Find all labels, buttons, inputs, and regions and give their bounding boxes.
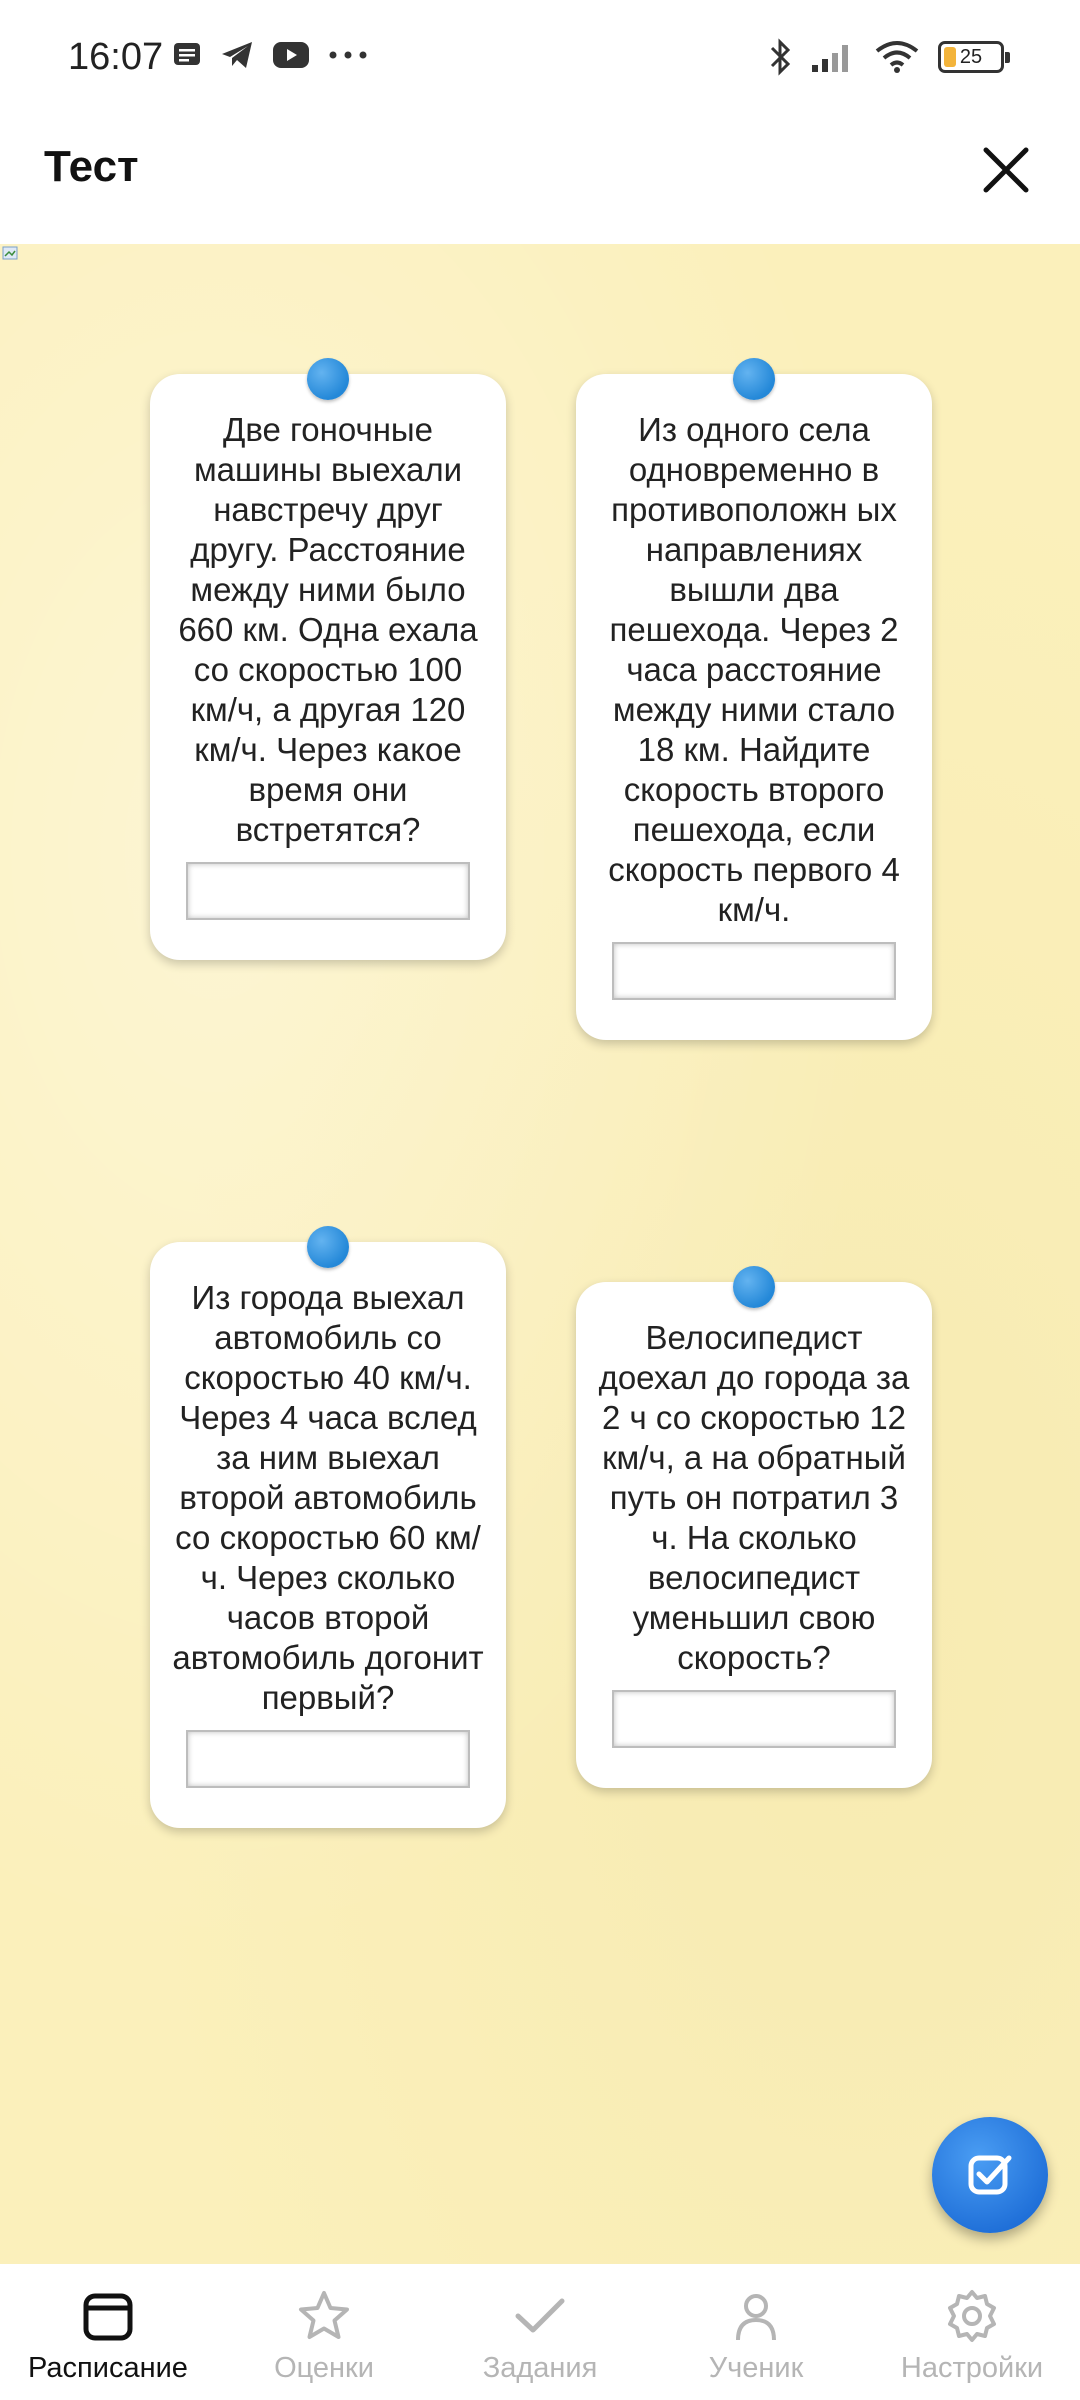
broken-image-icon: [2, 246, 20, 262]
pin-icon: [307, 1226, 349, 1268]
wifi-icon: [874, 40, 920, 74]
battery-icon: [938, 41, 1004, 73]
calendar-icon: [80, 2288, 136, 2344]
gear-icon: [944, 2288, 1000, 2344]
pin-icon: [307, 358, 349, 400]
nav-label: Настройки: [900, 2352, 1044, 2384]
nav-item-schedule[interactable]: [0, 2264, 216, 2400]
close-icon[interactable]: [976, 140, 1036, 200]
question-card-2: [576, 374, 932, 1040]
question-card-4: [576, 1282, 932, 1788]
person-icon: [728, 2288, 784, 2344]
nav-item-student[interactable]: [648, 2264, 864, 2400]
question-card-3: [150, 1242, 506, 1828]
telegram-icon: [220, 40, 254, 70]
youtube-icon: [272, 41, 310, 69]
bluetooth-icon: [768, 38, 792, 76]
pin-icon: [733, 1266, 775, 1308]
nav-item-grades[interactable]: [216, 2264, 432, 2400]
app-header: [0, 118, 1080, 244]
answer-input[interactable]: [186, 862, 470, 920]
answer-input[interactable]: [612, 1690, 896, 1748]
nav-item-tasks[interactable]: [432, 2264, 648, 2400]
notification-icon: [172, 41, 202, 69]
submit-fab-button[interactable]: [932, 2117, 1048, 2233]
question-text: Велосипедист доехал до города за 2 ч со скоростью 12 км/ч, а на обратный путь он потратил 3 ч. На сколько велосипедист уменьшил свою скорость?: [598, 1319, 910, 1676]
nav-label: Оценки: [274, 2352, 374, 2384]
status-time: 16:07: [68, 36, 164, 78]
status-left-icons: [172, 40, 368, 70]
pin-icon: [733, 358, 775, 400]
check-icon: [512, 2288, 568, 2344]
answer-input[interactable]: [612, 942, 896, 1000]
bottom-nav: [0, 2264, 1080, 2400]
check-square-icon: [965, 2150, 1015, 2200]
question-text: Из города выехал автомобиль со скоростью 40 км/ч. Через 4 часа вслед за ним выехал второй автомобиль со скоростью 60 км/ч. Через сколько часов второй автомобиль догонит первый?: [172, 1279, 484, 1716]
star-icon: [296, 2288, 352, 2344]
nav-label: Задания: [482, 2352, 598, 2384]
battery-level: 25: [959, 45, 983, 68]
status-bar: [0, 0, 1080, 118]
nav-label: Ученик: [708, 2352, 804, 2384]
signal-icon: [810, 41, 856, 73]
question-text: Две гоночные машины выехали навстречу друг другу. Расстояние между ними было 660 км. Одна ехала со скоростью 100 км/ч, а другая 120 км/ч. Через какое время они встретятся?: [178, 411, 478, 848]
nav-label: Расписание: [28, 2352, 188, 2384]
nav-item-settings[interactable]: [864, 2264, 1080, 2400]
question-card-1: [150, 374, 506, 960]
status-right-icons: [768, 38, 1004, 76]
page-title: Тест: [44, 142, 139, 191]
answer-input[interactable]: [186, 1730, 470, 1788]
more-icon: [328, 50, 368, 60]
question-text: Из одного села одновременно в противоположн ых направлениях вышли два пешехода. Через 2 часа расстояние между ними стало 18 км. Найдите скорость второго пешехода, если скорость первого 4 км/ч.: [608, 411, 900, 928]
test-board: [0, 244, 1080, 2264]
